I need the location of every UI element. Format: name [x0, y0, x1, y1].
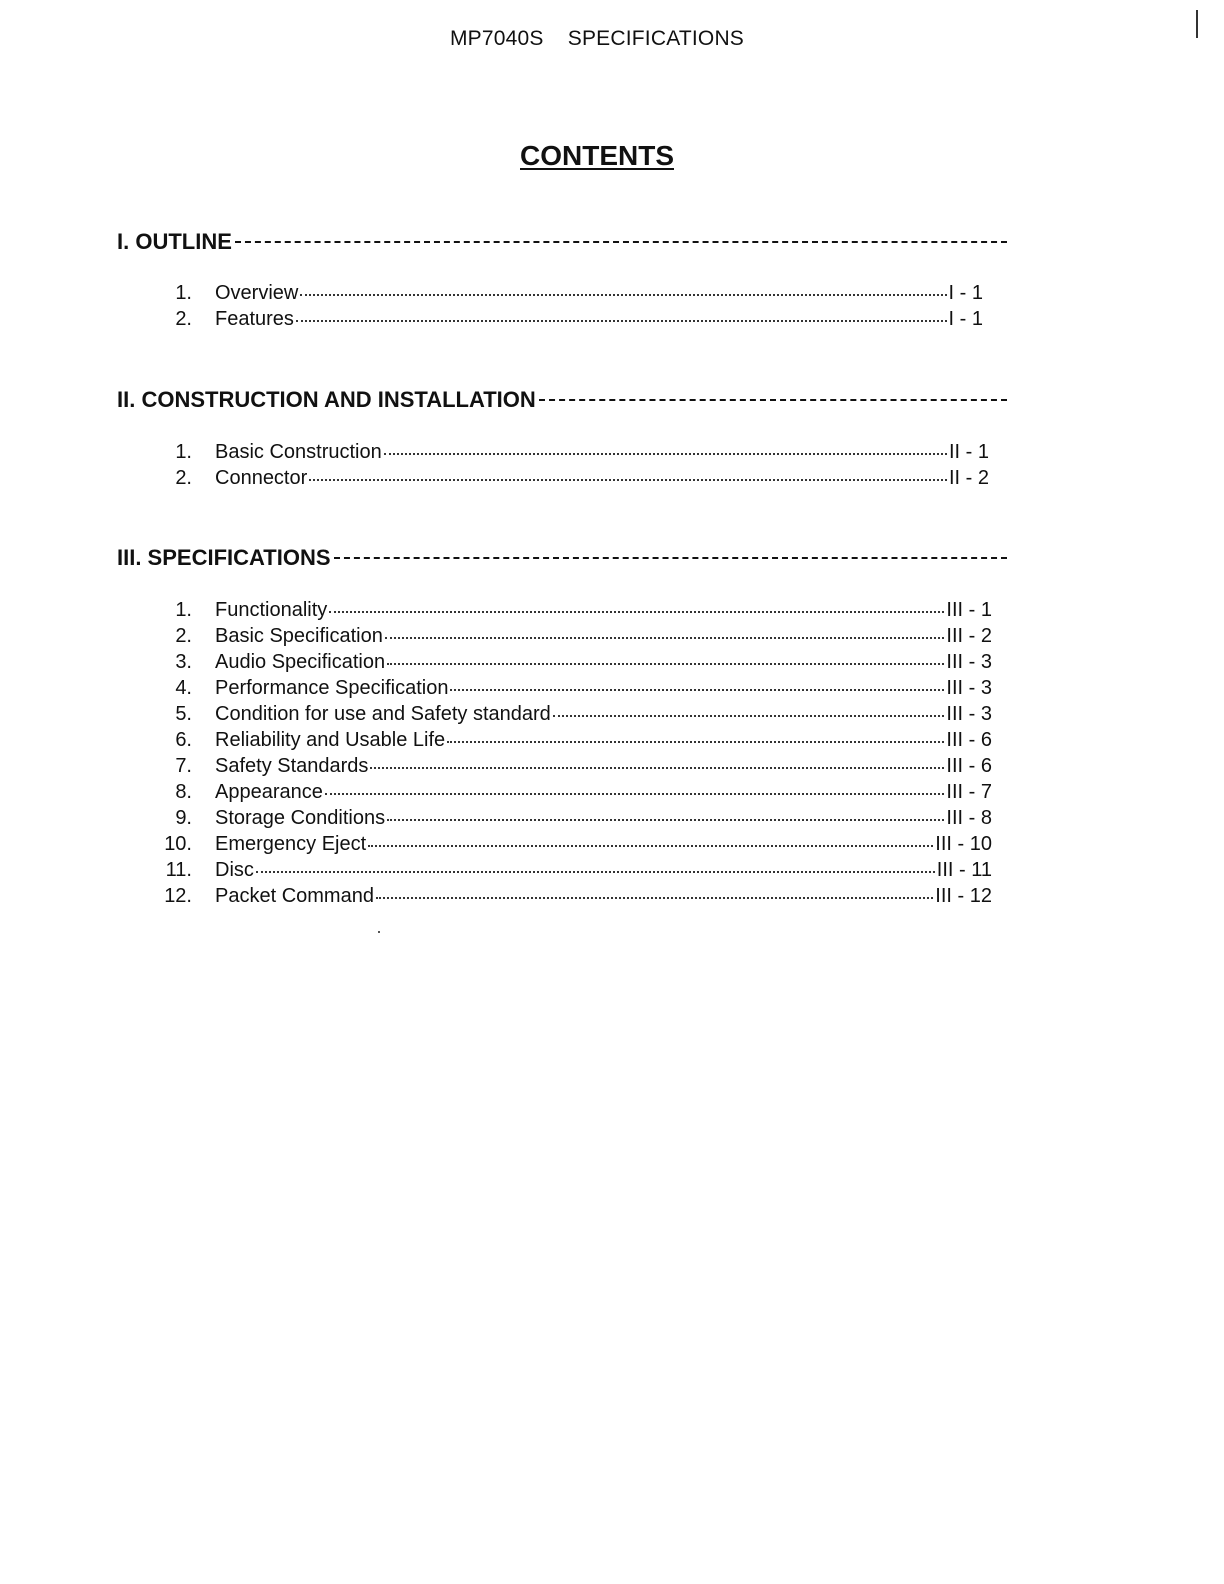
toc-entry-label: Appearance: [215, 781, 323, 803]
toc-entry[interactable]: [150, 807, 992, 833]
toc-entry-number: 10.: [164, 833, 192, 855]
toc-entry-label: Storage Conditions: [215, 807, 386, 829]
toc-entry-page: III - 12: [935, 885, 992, 907]
dot-leader: [368, 845, 933, 847]
toc-entry[interactable]: [150, 781, 992, 807]
toc-entry-number: 3.: [175, 651, 192, 673]
dot-leader: [447, 741, 944, 743]
dash-leader: [539, 399, 1007, 401]
dot-leader: [256, 871, 935, 873]
toc-entry-page: III - 3: [946, 703, 992, 725]
toc-entry-label: Connector: [215, 467, 308, 489]
section-heading-label: I. OUTLINE: [117, 229, 232, 254]
section-heading-construction: [117, 387, 1007, 413]
toc-entry-page: II - 2: [948, 467, 989, 489]
dot-leader: [370, 767, 944, 769]
toc-entry-number: 2.: [175, 308, 192, 330]
toc-entry[interactable]: [150, 833, 992, 859]
toc-entry-number: 6.: [175, 729, 192, 751]
dot-leader: [296, 320, 947, 322]
toc-entry-label: Emergency Eject: [215, 833, 367, 855]
section-heading-label: II. CONSTRUCTION AND INSTALLATION: [117, 387, 536, 412]
page-edge-mark: [1196, 10, 1198, 38]
toc-entry[interactable]: [150, 625, 992, 651]
toc-entry[interactable]: [150, 859, 992, 885]
toc-entry[interactable]: [150, 308, 983, 334]
toc-entry-label: Condition for use and Safety standard: [215, 703, 551, 725]
toc-entry[interactable]: [150, 441, 989, 467]
toc-entry-label: Audio Specification: [215, 651, 386, 673]
toc-entry-page: III - 7: [946, 781, 992, 803]
toc-entry-label: Functionality: [215, 599, 328, 621]
dash-leader: [235, 241, 1007, 243]
toc-entry-number: 7.: [175, 755, 192, 777]
toc-list-construction: [150, 441, 989, 493]
toc-list-outline: [150, 282, 983, 334]
toc-entry[interactable]: [150, 467, 989, 493]
toc-entry-number: 2.: [175, 467, 192, 489]
toc-entry-page: III - 3: [946, 651, 992, 673]
toc-entry-number: 2.: [175, 625, 192, 647]
toc-entry-page: I - 1: [948, 282, 983, 304]
dot-leader: [385, 637, 945, 639]
toc-entry-label: Reliability and Usable Life: [215, 729, 446, 751]
toc-entry-number: 9.: [175, 807, 192, 829]
toc-entry-number: 8.: [175, 781, 192, 803]
toc-entry-page: III - 2: [946, 625, 992, 647]
toc-entry-page: III - 8: [946, 807, 992, 829]
toc-entry-number: 5.: [175, 703, 192, 725]
toc-entry[interactable]: [150, 755, 992, 781]
toc-entry-label: Safety Standards: [215, 755, 369, 777]
toc-entry-label: Packet Command: [215, 885, 374, 907]
toc-entry[interactable]: [150, 729, 992, 755]
toc-entry-page: I - 1: [948, 308, 983, 330]
contents-title: CONTENTS: [520, 140, 674, 171]
section-heading-specifications: [117, 545, 1007, 571]
toc-entry-page: III - 1: [946, 599, 992, 621]
dot-leader: [329, 611, 944, 613]
section-heading-outline: [117, 229, 1007, 255]
toc-entry-label: Basic Construction: [215, 441, 382, 463]
toc-entry[interactable]: [150, 599, 992, 625]
section-heading-label: III. SPECIFICATIONS: [117, 545, 331, 570]
scan-speck: [378, 931, 380, 933]
dot-leader: [387, 663, 944, 665]
dash-leader: [334, 557, 1007, 559]
toc-entry-number: 12.: [164, 885, 192, 907]
toc-entry[interactable]: [150, 282, 983, 308]
dot-leader: [300, 294, 946, 296]
dot-leader: [376, 897, 933, 899]
toc-entry[interactable]: [150, 703, 992, 729]
toc-entry-number: 11.: [165, 859, 192, 881]
toc-list-specifications: [150, 599, 992, 911]
toc-entry[interactable]: [150, 651, 992, 677]
toc-entry-label: Overview: [215, 282, 299, 304]
toc-entry-number: 1.: [175, 282, 192, 304]
toc-entry-page: III - 6: [946, 755, 992, 777]
toc-entry-page: III - 6: [946, 729, 992, 751]
toc-entry-page: II - 1: [948, 441, 989, 463]
toc-entry-page: III - 10: [935, 833, 992, 855]
toc-entry-number: 1.: [175, 441, 192, 463]
toc-entry-label: Performance Specification: [215, 677, 449, 699]
toc-entry[interactable]: [150, 885, 992, 911]
toc-entry-page: III - 3: [946, 677, 992, 699]
dot-leader: [450, 689, 944, 691]
toc-entry-number: 1.: [175, 599, 192, 621]
toc-entry-page: III - 11: [936, 859, 992, 881]
dot-leader: [309, 479, 947, 481]
toc-entry-label: Disc: [215, 859, 254, 881]
toc-entry-number: 4.: [175, 677, 192, 699]
dot-leader: [384, 453, 947, 455]
toc-entry-label: Features: [215, 308, 294, 330]
dot-leader: [387, 819, 944, 821]
dot-leader: [325, 793, 945, 795]
toc-entry-label: Basic Specification: [215, 625, 383, 647]
page-header: MP7040S SPECIFICATIONS: [449, 27, 745, 50]
dot-leader: [553, 715, 945, 717]
toc-entry[interactable]: [150, 677, 992, 703]
